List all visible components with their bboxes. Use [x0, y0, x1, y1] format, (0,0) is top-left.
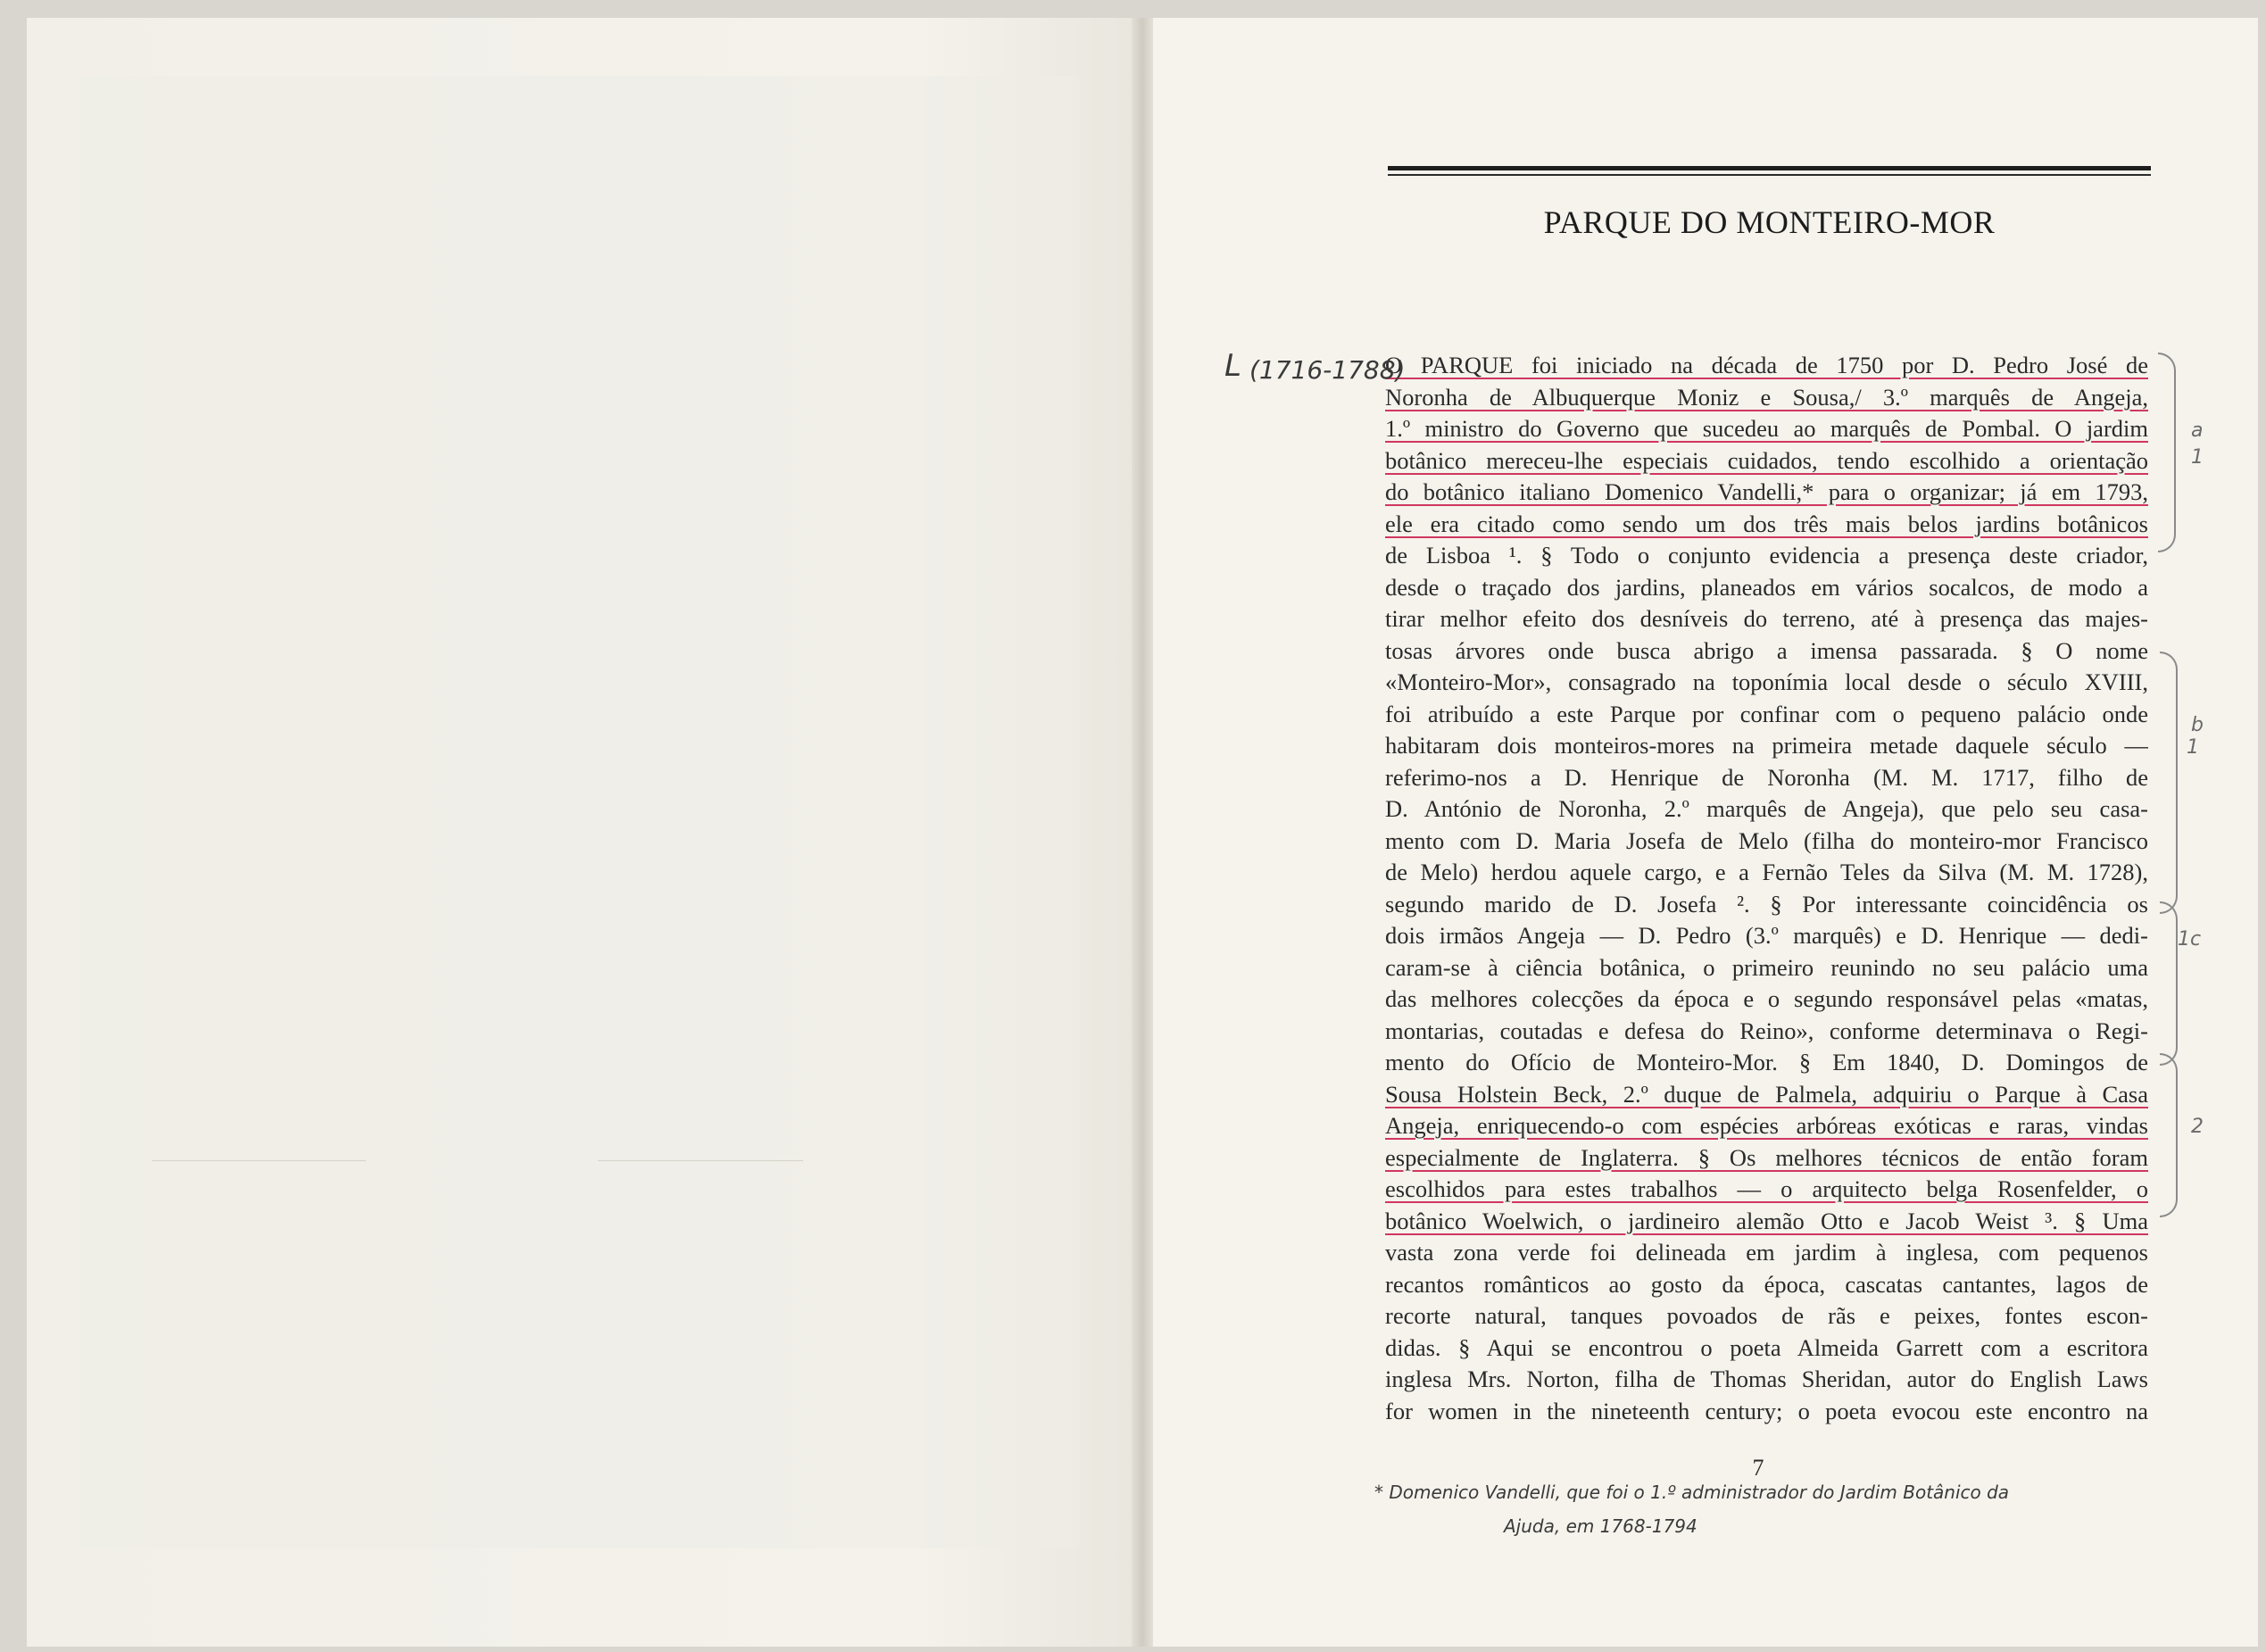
- handwritten-footnote: * Domenico Vandelli, que foi o 1.º administrador do Jardim Botânico da: [1374, 1482, 2010, 1503]
- text-line: inglesa Mrs. Norton, filha de Thomas Sheridan, autor do English Laws: [1385, 1366, 2148, 1392]
- margin-bracket: [2160, 901, 2178, 1066]
- margin-label: 1: [2191, 446, 2204, 469]
- body-text: [1385, 350, 2148, 1427]
- text-line: tirar melhor efeito dos desníveis do terreno, até à presença das majes-: [1385, 605, 2148, 632]
- text-line: das melhores colecções da época e o segundo responsável pelas «matas,: [1385, 985, 2148, 1012]
- text-line: dois irmãos Angeja — D. Pedro (3.º marquês) e D. Henrique — dedi-: [1385, 922, 2148, 949]
- header-rule-thick: [1388, 166, 2151, 170]
- margin-bracket: [2158, 353, 2176, 552]
- text-line: Noronha de Albuquerque Moniz e Sousa,/ 3.º marquês de Angeja,: [1385, 383, 2148, 411]
- text-line: habitaram dois monteiros-mores na primeira metade daquele século —: [1385, 732, 2148, 759]
- margin-label: 2: [2191, 1116, 2204, 1138]
- text-line: for women in the nineteenth century; o poeta evocou este encontro na: [1385, 1397, 2148, 1424]
- text-line: desde o traçado dos jardins, planeados em vários socalcos, de modo a: [1385, 573, 2148, 601]
- margin-bracket: [2160, 1053, 2178, 1217]
- text-line: tosas árvores onde busca abrigo a imensa passarada. § O nome: [1385, 636, 2148, 664]
- text-line: didas. § Aqui se encontrou o poeta Almeida Garrett com a escritora: [1385, 1333, 2148, 1361]
- book-gutter: [1132, 18, 1153, 1647]
- page-title: PARQUE DO MONTEIRO-MOR: [1543, 204, 1996, 240]
- text-line: Sousa Holstein Beck, 2.º duque de Palmela, adquiriu o Parque à Casa: [1385, 1080, 2148, 1108]
- text-line: montarias, coutadas e defesa do Reino», conforme determinava o Regi-: [1385, 1017, 2148, 1044]
- text-line: D. António de Noronha, 2.º marquês de Angeja), que pelo seu casa-: [1385, 795, 2148, 822]
- handwritten-margin-mark: L: [1224, 348, 1241, 384]
- text-line: vasta zona verde foi delineada em jardim à inglesa, com pequenos: [1385, 1239, 2148, 1266]
- margin-bracket: [2160, 652, 2178, 914]
- text-line: botânico Woelwich, o jardineiro alemão Otto e Jacob Weist ³. § Uma: [1385, 1207, 2148, 1234]
- text-line: recantos românticos ao gosto da época, cascatas cantantes, lagos de: [1385, 1270, 2148, 1298]
- text-line: foi atribuído a este Parque por confinar com o pequeno palácio onde: [1385, 700, 2148, 727]
- header-rule-thin: [1388, 174, 2151, 176]
- text-line: mento com D. Maria Josefa de Melo (filha do monteiro-mor Francisco: [1385, 826, 2148, 854]
- margin-label: a: [2191, 419, 2204, 442]
- text-line: O PARQUE foi iniciado na década de 1750 por D. Pedro José de: [1385, 352, 2148, 378]
- handwritten-footnote: Ajuda, em 1768-1794: [1504, 1515, 1697, 1537]
- margin-label: 1: [2187, 736, 2199, 759]
- page-number: 7: [1752, 1455, 1764, 1481]
- text-line: segundo marido de D. Josefa ². § Por interessante coincidência os: [1385, 890, 2148, 917]
- text-line: botânico mereceu-lhe especiais cuidados, tendo escolhido a orientação: [1385, 446, 2148, 474]
- text-line: 1.º ministro do Governo que sucedeu ao marquês de Pombal. O jardim: [1385, 415, 2148, 442]
- left-page-blank: [27, 18, 1141, 1647]
- text-line: de Lisboa ¹. § Todo o conjunto evidencia a presença deste criador,: [1385, 542, 2148, 569]
- show-through-line: [152, 1160, 366, 1161]
- text-line: referimo-nos a D. Henrique de Noronha (M. M. 1717, filho de: [1385, 763, 2148, 791]
- text-line: do botânico italiano Domenico Vandelli,* para o organizar; já em 1793,: [1385, 478, 2148, 505]
- text-line: de Melo) herdou aquele cargo, e a Fernão Teles da Silva (M. M. 1728),: [1385, 859, 2148, 885]
- show-through-area: [80, 76, 1080, 1548]
- text-line: especialmente de Inglaterra. § Os melhores técnicos de então foram: [1385, 1143, 2148, 1171]
- margin-label: 1c: [2178, 928, 2202, 951]
- text-line: ele era citado como sendo um dos três mais belos jardins botânicos: [1385, 510, 2148, 537]
- handwritten-dates: (1716-1788): [1249, 355, 1406, 385]
- text-line: Angeja, enriquecendo-o com espécies arbóreas exóticas e raras, vindas: [1385, 1112, 2148, 1139]
- text-line: caram-se à ciência botânica, o primeiro reunindo no seu palácio uma: [1385, 953, 2148, 981]
- text-line: mento do Ofício de Monteiro-Mor. § Em 1840, D. Domingos de: [1385, 1049, 2148, 1075]
- text-line: escolhidos para estes trabalhos — o arquitecto belga Rosenfelder, o: [1385, 1175, 2148, 1202]
- text-line: «Monteiro-Mor», consagrado na toponímia local desde o século XVIII,: [1385, 668, 2148, 695]
- show-through-line: [598, 1160, 803, 1161]
- text-line: recorte natural, tanques povoados de rãs e peixes, fontes escon-: [1385, 1302, 2148, 1329]
- margin-label: b: [2191, 714, 2204, 736]
